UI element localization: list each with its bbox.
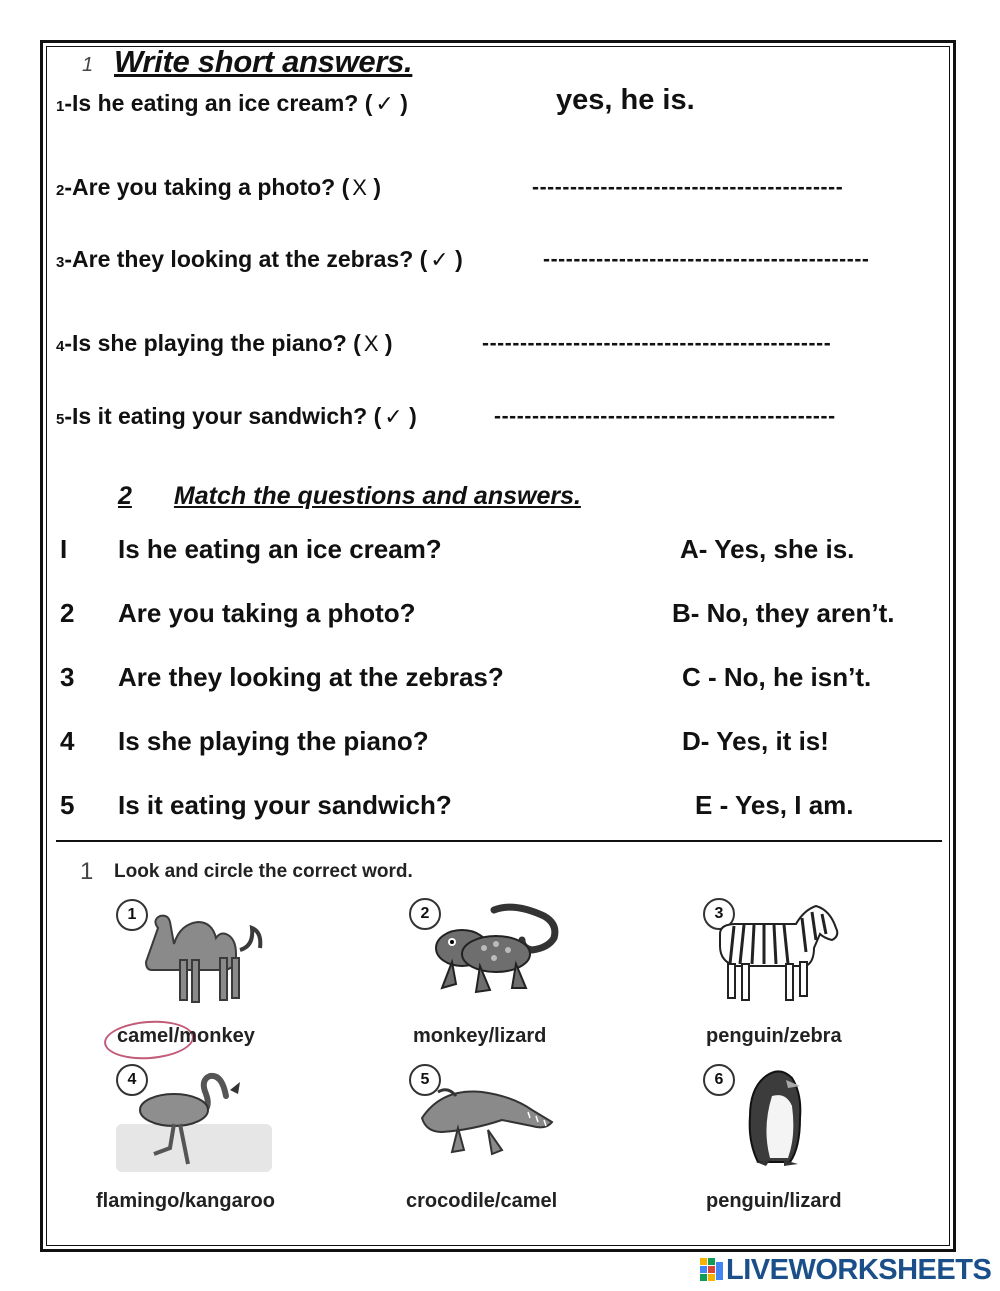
cross-mark-icon: X — [363, 331, 379, 356]
match-number: 3 — [60, 662, 75, 692]
match-number: I — [60, 534, 68, 564]
question-5 — [56, 403, 417, 430]
section1-number: 1 — [82, 54, 94, 76]
question-close: ) — [366, 174, 382, 200]
question-text: -Are you taking a photo? ( — [64, 174, 350, 200]
answer-line-4[interactable]: ---------------------------------------------- — [482, 332, 832, 355]
item-number-badge: 6 — [703, 1064, 735, 1096]
question-text: -Are they looking at the zebras? ( — [64, 246, 428, 272]
match-number: 2 — [60, 598, 75, 628]
item-number-badge: 4 — [116, 1064, 148, 1096]
question-close: ) — [402, 403, 417, 429]
word-choice[interactable]: penguin/lizard — [706, 1190, 842, 1212]
word-choice[interactable]: camel/monkey — [117, 1025, 255, 1047]
question-close: ) — [393, 90, 408, 116]
question-close: ) — [378, 330, 393, 356]
match-question: Is she playing the piano? — [118, 726, 429, 756]
item-number-badge: 5 — [409, 1064, 441, 1096]
match-question: Are you taking a photo? — [118, 598, 416, 628]
question-2 — [56, 174, 381, 201]
match-question: Is he eating an ice cream? — [118, 534, 442, 564]
word-choice[interactable]: penguin/zebra — [706, 1025, 842, 1047]
match-number: 4 — [60, 726, 75, 756]
liveworksheets-brand: LIVEWORKSHEETS — [726, 1254, 992, 1286]
item-number-badge: 1 — [116, 899, 148, 931]
question-text: -Is he eating an ice cream? ( — [64, 90, 373, 116]
match-answer[interactable]: A- Yes, she is. — [680, 534, 855, 564]
section3-title: Look and circle the correct word. — [114, 861, 413, 882]
flamingo-picture — [114, 1066, 274, 1176]
answer-line-3[interactable]: ------------------------------------------- — [543, 248, 870, 271]
question-text: -Is it eating your sandwich? ( — [64, 403, 382, 429]
zebra-picture — [710, 904, 850, 1004]
liveworksheets-logo-icon — [700, 1258, 724, 1282]
section1-title: Write short answers. — [114, 44, 413, 79]
match-question: Is it eating your sandwich? — [118, 790, 452, 820]
question-number: 2 — [56, 182, 65, 199]
item-number-badge: 3 — [703, 898, 735, 930]
question-3 — [56, 246, 463, 273]
section3-number: 1 — [80, 858, 94, 885]
camel-picture — [140, 900, 270, 1010]
question-1 — [56, 90, 408, 117]
check-mark-icon: ✓ — [384, 404, 403, 429]
match-answer[interactable]: D- Yes, it is! — [682, 726, 829, 756]
question-number: 4 — [56, 338, 65, 355]
answer-line-2[interactable]: ----------------------------------------- — [532, 176, 844, 199]
answer-1[interactable]: yes, he is. — [556, 84, 695, 116]
match-answer[interactable]: B- No, they aren’t. — [672, 598, 895, 628]
section-divider — [56, 840, 942, 842]
word-choice[interactable]: crocodile/camel — [406, 1190, 558, 1212]
item-number-badge: 2 — [409, 898, 441, 930]
question-text: -Is she playing the piano? ( — [64, 330, 361, 356]
penguin-picture — [736, 1066, 826, 1170]
match-answer[interactable]: C - No, he isn’t. — [682, 662, 872, 692]
section2-title: Match the questions and answers. — [173, 482, 581, 510]
lizard-picture — [424, 900, 564, 1000]
question-close: ) — [448, 246, 463, 272]
match-answer[interactable]: E - Yes, I am. — [695, 790, 854, 820]
match-number: 5 — [60, 790, 75, 820]
check-mark-icon: ✓ — [430, 247, 449, 272]
word-choice[interactable]: flamingo/kangaroo — [96, 1190, 275, 1212]
question-number: 3 — [56, 254, 65, 271]
answer-line-5[interactable]: --------------------------------------------- — [494, 405, 836, 428]
question-4 — [56, 330, 393, 357]
word-choice[interactable]: monkey/lizard — [413, 1025, 547, 1047]
question-number: 5 — [56, 411, 65, 428]
section2-title-row — [118, 482, 581, 511]
check-mark-icon: ✓ — [375, 91, 394, 116]
section2-number: 2 — [118, 482, 132, 510]
cross-mark-icon: X — [352, 175, 367, 200]
question-number: 1 — [56, 98, 65, 115]
match-question: Are they looking at the zebras? — [118, 662, 504, 692]
crocodile-picture — [418, 1078, 558, 1168]
